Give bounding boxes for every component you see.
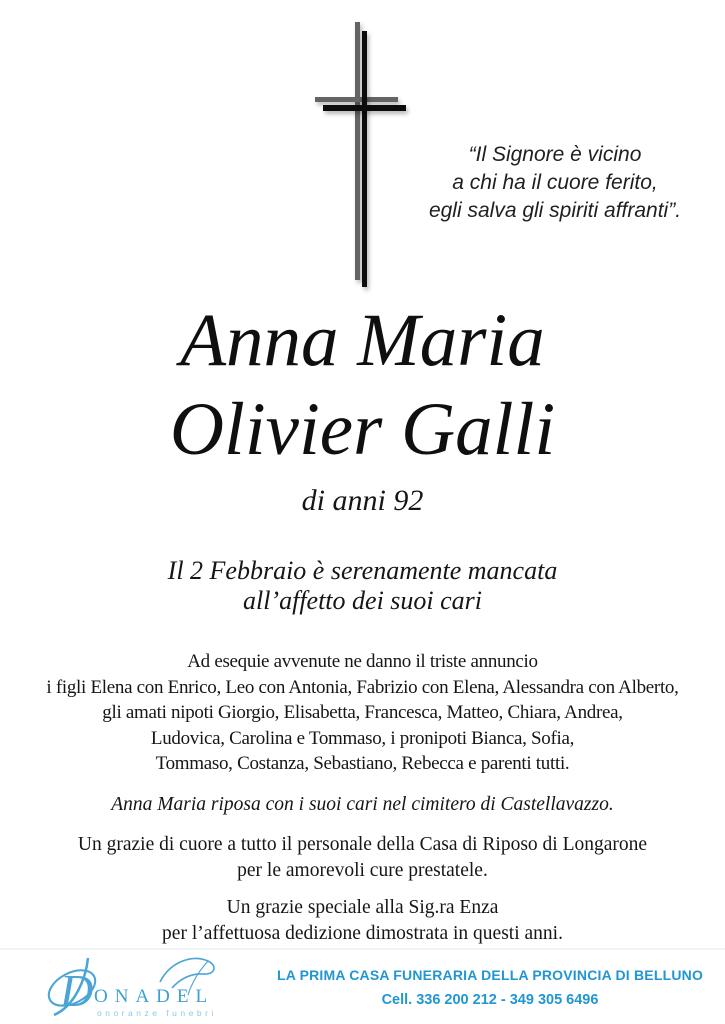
cross-vertical-black-bar [362, 31, 367, 287]
death-notice [0, 556, 725, 616]
religious-quote [385, 141, 725, 225]
cross-horizontal-gray-bar [315, 97, 398, 102]
death-notice-line: Il 2 Febbraio è serenamente mancata [167, 556, 558, 585]
announcement-line: i figli Elena con Enrico, Leo con Antonia, Fabrizio con Elena, Alessandra con Alberto, [46, 676, 679, 698]
quote-line: a chi ha il cuore ferito, [452, 171, 658, 194]
thanks-line: Un grazie di cuore a tutto il personale della Casa di Riposo di Longarone [77, 834, 648, 855]
deceased-name-line: Anna Maria [180, 299, 545, 382]
family-announcement [0, 649, 725, 777]
special-thanks-line: per l’affettuosa dedizione dimostrata in questi anni. [162, 923, 563, 944]
announcement-line: gli amati nipoti Giorgio, Elisabetta, Francesca, Matteo, Chiara, Andrea, [102, 702, 623, 723]
deceased-name [0, 296, 725, 474]
thanks-note [0, 832, 725, 884]
logo-name: ONADEL [94, 986, 215, 1007]
death-notice-line: all’affetto dei suoi cari [242, 586, 483, 615]
logo-tagline: onoranze funebri [97, 1008, 217, 1018]
announcement-line: Ad esequie avvenute ne danno il triste annuncio [187, 651, 538, 672]
special-thanks-line: Un grazie speciale alla Sig.ra Enza [226, 897, 499, 918]
cross-horizontal-black-bar [323, 105, 406, 111]
funeral-home-footer [0, 948, 725, 1024]
announcement-line: Ludovica, Carolina e Tommaso, i pronipoti Bianca, Sofia, [150, 727, 575, 749]
footer-phone: Cell. 336 200 212 - 349 305 6496 [381, 992, 599, 1008]
special-thanks-note [0, 895, 725, 947]
logo-initial: D [60, 965, 94, 1016]
thanks-line: per le amorevoli cure prestatele. [237, 860, 488, 881]
quote-line: “Il Signore è vicino [468, 143, 642, 166]
footer-claim: LA PRIMA CASA FUNERARIA DELLA PROVINCIA DI BELLUNO [276, 967, 704, 983]
quote-line: egli salva gli spiriti affranti”. [428, 199, 682, 222]
footer-contact-block [255, 967, 725, 1008]
announcement-line: Tommaso, Costanza, Sebastiano, Rebecca e parenti tutti. [155, 753, 570, 774]
deceased-age: di anni 92 [301, 484, 424, 517]
resting-place-note: Anna Maria riposa con i suoi cari nel cimitero di Castellavazzo. [111, 794, 614, 815]
deceased-name-line: Olivier Galli [169, 388, 556, 471]
funeral-home-logo [42, 952, 242, 1024]
cross-vertical-gray-bar [355, 22, 360, 280]
